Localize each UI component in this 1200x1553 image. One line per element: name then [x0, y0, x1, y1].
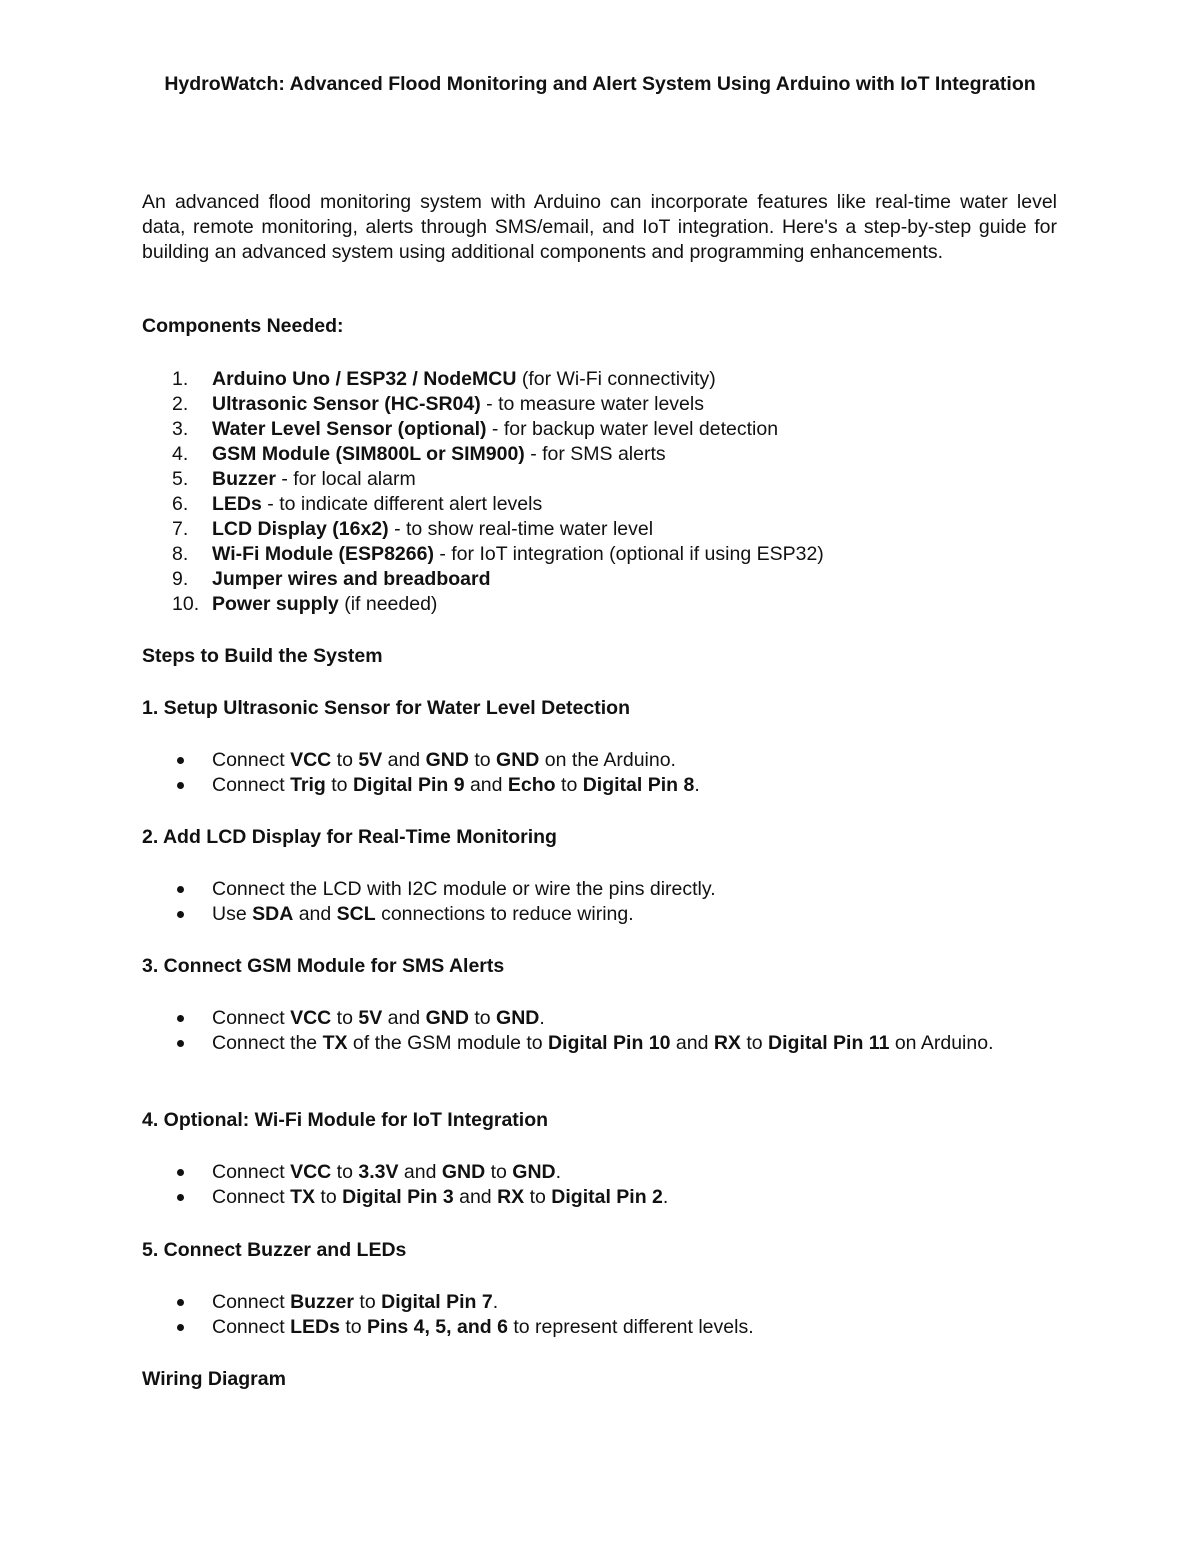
text: to [331, 1161, 359, 1183]
step-heading-3 [142, 954, 1058, 979]
list-number: 9. [172, 568, 189, 590]
step-heading-5 [142, 1238, 1058, 1263]
text: . [492, 1291, 499, 1313]
text: of the GSM module to [347, 1032, 549, 1054]
list-number: 4. [172, 443, 189, 465]
intro-paragraph: An advanced flood monitoring system with Arduino can incorporate features like real-time water level data, remote monitoring, alerts through SMS/email, and IoT integration. Here's a step-by-step guide for building an advanced system using additional components and programming enhancements. [142, 191, 1057, 263]
list-item [142, 773, 1058, 798]
text: Connect [212, 1161, 291, 1183]
text: to [524, 1186, 552, 1208]
list-number: 5. [172, 468, 189, 490]
step-4-bullets [142, 1160, 1058, 1210]
text: to [485, 1161, 513, 1183]
bold-text: SCL [336, 903, 376, 925]
component-name: Ultrasonic Sensor (HC-SR04) [212, 393, 481, 415]
list-item [142, 542, 1058, 567]
text: and [670, 1032, 714, 1054]
component-desc: - to measure water levels [480, 393, 704, 415]
bullet-icon [177, 757, 184, 764]
component-desc: - for local alarm [275, 468, 416, 490]
step-heading-1 [142, 696, 1058, 721]
components-section [142, 314, 1058, 339]
component-desc: (for Wi-Fi connectivity) [516, 368, 716, 390]
bold-text: VCC [290, 1161, 332, 1183]
text: connections to reduce wiring. [375, 903, 634, 925]
list-item [142, 592, 1058, 617]
list-item [142, 1290, 1058, 1315]
bullet-icon [177, 886, 184, 893]
text: to [314, 1186, 343, 1208]
step-1-bullets [142, 748, 1058, 798]
bold-text: SDA [252, 903, 294, 925]
text: and [382, 1007, 426, 1029]
component-name: Wi-Fi Module (ESP8266) [212, 543, 434, 565]
component-name: Arduino Uno / ESP32 / NodeMCU [212, 368, 517, 390]
component-desc: - to show real-time water level [388, 518, 654, 540]
component-desc: - to indicate different alert levels [261, 493, 543, 515]
list-item [142, 567, 1058, 592]
list-number: 3. [172, 418, 189, 440]
document-title: HydroWatch: Advanced Flood Monitoring and Alert System Using Arduino with IoT Integration [164, 73, 1036, 95]
bullet-icon [177, 1015, 184, 1022]
text: Connect the [212, 1032, 323, 1054]
section-heading: 3. Connect GSM Module for SMS Alerts [142, 955, 505, 977]
bold-text: GND [496, 749, 540, 771]
component-name: GSM Module (SIM800L or SIM900) [212, 443, 525, 465]
text: Connect [212, 774, 291, 796]
text: Connect [212, 1007, 291, 1029]
bold-text: Trig [290, 774, 326, 796]
bullet-icon [177, 782, 184, 789]
text: to [339, 1316, 368, 1338]
list-item [142, 877, 1058, 902]
text: and [382, 749, 426, 771]
bullet-icon [177, 911, 184, 918]
text: and [398, 1161, 442, 1183]
bold-text: GND [512, 1161, 556, 1183]
wiring-section [142, 1367, 1058, 1392]
list-item [142, 417, 1058, 442]
text: Connect [212, 1291, 291, 1313]
text: to [740, 1032, 769, 1054]
bold-text: RX [713, 1032, 741, 1054]
list-number: 7. [172, 518, 189, 540]
list-item [142, 1160, 1058, 1185]
list-item [142, 902, 1058, 927]
bold-text: GND [425, 749, 469, 771]
list-number: 1. [172, 368, 189, 390]
components-heading: Components Needed: [142, 315, 344, 337]
bullet-icon [177, 1324, 184, 1331]
text: to [354, 1291, 382, 1313]
list-item [142, 1185, 1058, 1210]
bold-text: 5V [358, 749, 383, 771]
component-name: Power supply [212, 593, 339, 615]
bold-text: Echo [507, 774, 556, 796]
list-item [142, 748, 1058, 773]
bullet-icon [177, 1299, 184, 1306]
bold-text: Digital Pin 9 [352, 774, 465, 796]
components-list [142, 367, 1058, 617]
bold-text: 3.3V [358, 1161, 399, 1183]
bold-text: Digital Pin 10 [548, 1032, 671, 1054]
bold-text: 5V [358, 1007, 383, 1029]
section-heading: 1. Setup Ultrasonic Sensor for Water Level Detection [142, 697, 630, 719]
list-number: 8. [172, 543, 189, 565]
list-item [142, 517, 1058, 542]
bold-text: LEDs [290, 1316, 340, 1338]
bold-text: RX [497, 1186, 525, 1208]
bullet-icon [177, 1194, 184, 1201]
list-item [142, 367, 1058, 392]
bold-text: Digital Pin 11 [768, 1032, 890, 1054]
text: . [555, 1161, 562, 1183]
text: Connect [212, 1316, 291, 1338]
bold-text: Pins 4, 5, and 6 [367, 1316, 508, 1338]
list-item [142, 467, 1058, 492]
list-item [142, 392, 1058, 417]
text: Connect [212, 1186, 291, 1208]
component-desc: - for IoT integration (optional if using ESP32) [433, 543, 824, 565]
list-item [142, 492, 1058, 517]
text: to [555, 774, 583, 796]
bold-text: Digital Pin 7 [381, 1291, 493, 1313]
bold-text: Digital Pin 2 [551, 1186, 663, 1208]
component-name: Jumper wires and breadboard [212, 568, 491, 590]
text: . [539, 1007, 545, 1029]
text: and [453, 1186, 498, 1208]
step-5-bullets [142, 1290, 1058, 1340]
step-heading-4 [142, 1108, 1058, 1133]
list-item [142, 1315, 1058, 1340]
bold-text: VCC [290, 1007, 332, 1029]
text: to represent different levels. [507, 1316, 754, 1338]
text: to [325, 774, 353, 796]
text: and [293, 903, 337, 925]
wiring-heading: Wiring Diagram [142, 1368, 286, 1390]
text: and [464, 774, 508, 796]
list-number: 6. [172, 493, 189, 515]
bold-text: Digital Pin 3 [342, 1186, 454, 1208]
list-item [142, 1031, 1058, 1056]
bold-text: GND [425, 1007, 469, 1029]
step-heading-2 [142, 825, 1058, 850]
bold-text: VCC [290, 749, 332, 771]
component-name: Buzzer [212, 468, 276, 490]
text: Use [212, 903, 253, 925]
bullet-icon [177, 1169, 184, 1176]
bold-text: Digital Pin 8 [582, 774, 695, 796]
component-name: LCD Display (16x2) [212, 518, 389, 540]
bold-text: GND [441, 1161, 486, 1183]
bold-text: TX [290, 1186, 315, 1208]
text: to [331, 1007, 359, 1029]
section-heading: 2. Add LCD Display for Real-Time Monitoring [142, 826, 557, 848]
text: to [331, 749, 359, 771]
component-desc: - for backup water level detection [486, 418, 779, 440]
text: Connect [212, 749, 291, 771]
text: on Arduino. [889, 1032, 994, 1054]
list-number: 2. [172, 393, 189, 415]
steps-heading: Steps to Build the System [142, 645, 383, 667]
bold-text: TX [322, 1032, 348, 1054]
text: . [662, 1186, 669, 1208]
text: . [694, 774, 700, 796]
text: Connect the LCD with I2C module or wire the pins directly. [212, 878, 716, 900]
list-item [142, 442, 1058, 467]
steps-section [142, 644, 1058, 669]
section-heading: 4. Optional: Wi-Fi Module for IoT Integration [142, 1109, 549, 1131]
bullet-icon [177, 1040, 184, 1047]
text: on the Arduino. [539, 749, 676, 771]
text: to [468, 1007, 497, 1029]
bold-text: Buzzer [290, 1291, 354, 1313]
step-2-bullets [142, 877, 1058, 927]
component-desc: (if needed) [338, 593, 438, 615]
component-name: Water Level Sensor (optional) [212, 418, 487, 440]
bold-text: GND [496, 1007, 540, 1029]
text: to [468, 749, 497, 771]
section-heading: 5. Connect Buzzer and LEDs [142, 1239, 407, 1261]
component-name: LEDs [212, 493, 262, 515]
list-item [142, 1006, 1058, 1031]
component-desc: - for SMS alerts [524, 443, 666, 465]
list-number: 10. [172, 593, 200, 615]
step-3-bullets [142, 1006, 1058, 1056]
